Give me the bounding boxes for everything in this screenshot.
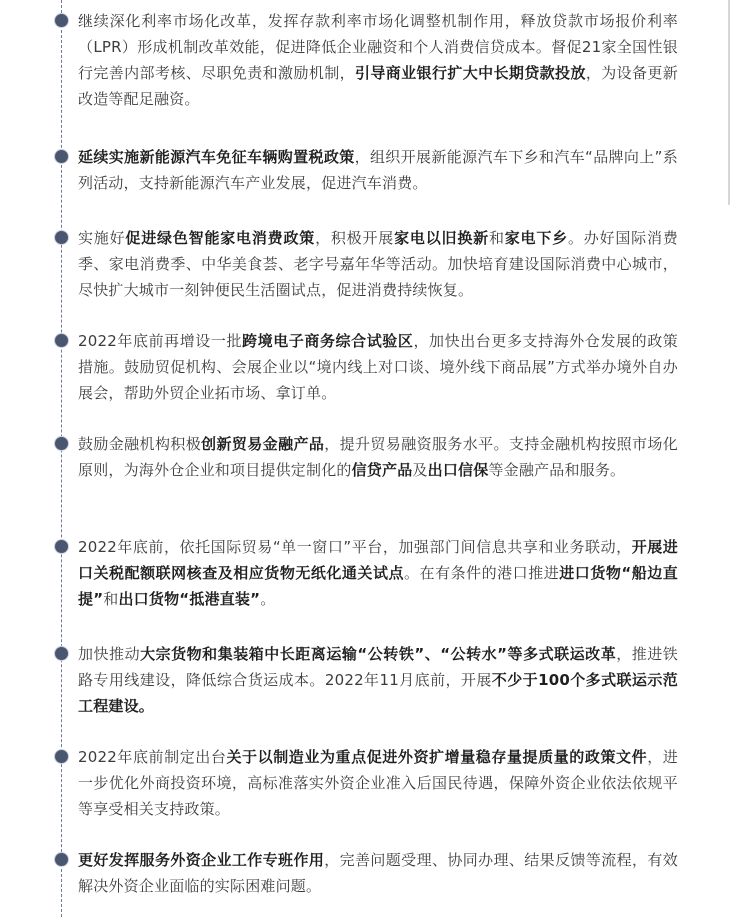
emphasis-text: 出口货物“抵港直装”	[118, 590, 261, 608]
emphasis-text: 创新贸易金融产品	[201, 435, 325, 453]
emphasis-text: 引导商业银行扩大中长期贷款投放	[355, 64, 586, 82]
body-text: 等金融产品和服务。	[488, 461, 626, 479]
item-text	[78, 8, 678, 112]
emphasis-text: 出口信保	[427, 461, 489, 479]
body-text: 2022年底前制定出台	[78, 748, 227, 766]
body-text: 2022年底前再增设一批	[78, 332, 243, 350]
body-text: ，为设备更新改造等配足融资。	[78, 64, 678, 108]
body-text: ，提升贸易融资服务水平。支持金融机构按照市场化原则，为海外仓企业和项目提供定制化的	[78, 435, 679, 479]
bullet-dot-icon	[55, 437, 68, 450]
body-text: 2022年底前，依托国际贸易“单一窗口”平台，加强部门间信息共享和业务联动，	[78, 538, 632, 556]
body-text: 鼓励金融机构积极	[78, 435, 202, 453]
bullet-dot-icon	[55, 647, 68, 660]
emphasis-text: 跨境电子商务综合试验区	[242, 332, 414, 350]
emphasis-text: 家电下乡	[504, 229, 568, 247]
body-text: ，组织开展新能源汽车下乡和汽车“品牌向上”系列活动，支持新能源汽车产业发展，促进汽车消费。	[78, 148, 678, 192]
body-text: 。办好国际消费季、家电消费季、中华美食荟、老字号嘉年华等活动。加快培育建设国际消费中心城市，尽快扩大城市一刻钟便民生活圈试点，促进消费持续恢复。	[78, 229, 678, 299]
body-text: ，完善问题受理、协同办理、结果反馈等流程，有效解决外资企业面临的实际困难问题。	[78, 851, 678, 895]
item-text	[78, 144, 678, 196]
bullet-dot-icon	[55, 14, 68, 27]
emphasis-text: 延续实施新能源汽车免征车辆购置税政策	[78, 148, 355, 166]
body-text: ，推进铁路专用线建设，降低综合货运成本。2022年11月底前，开展	[78, 645, 678, 689]
item-text	[78, 641, 678, 719]
emphasis-text: 更好发挥服务外资企业工作专班作用	[78, 851, 325, 869]
item-text	[78, 534, 678, 612]
body-text: 继续深化利率市场化改革，发挥存款利率市场化调整机制作用，释放贷款市场报价利率（LPR）形成机制改革效能，促进降低企业融资和个人消费信贷成本。督促21家全国性银行完善内部考核、尽职免责和激励机制，	[78, 12, 678, 82]
item-text	[78, 328, 678, 406]
emphasis-text: 开展进口关税配额联网核查及相应货物无纸化通关试点	[78, 538, 678, 582]
item-text	[78, 225, 678, 303]
item-text	[78, 431, 678, 483]
emphasis-text: 大宗货物和集装箱中长距离运输“公转铁”、“公转水”等多式联运改革	[140, 645, 617, 663]
emphasis-text: 关于以制造业为重点促进外资扩增量稳存量提质量的政策文件	[226, 748, 648, 766]
body-text: 。	[260, 590, 276, 608]
bullet-dot-icon	[55, 540, 68, 553]
body-text: ，进一步优化外商投资环境，高标准落实外资企业准入后国民待遇，保障外资企业依法依规平等享受相关支持政策。	[78, 748, 679, 818]
timeline-line	[61, 0, 62, 917]
body-text: 实施好	[78, 229, 126, 247]
emphasis-text: 不少于100个多式联运示范工程建设。	[78, 671, 678, 715]
bullet-dot-icon	[55, 150, 68, 163]
bullet-dot-icon	[55, 853, 68, 866]
emphasis-text: 家电以旧换新	[394, 229, 489, 247]
body-text: ，加快出台更多支持海外仓发展的政策措施。鼓励贸促机构、会展企业以“境内线上对口谈、境外线下商品展”方式举办境外自办展会，帮助外贸企业拓市场、拿订单。	[78, 332, 678, 402]
emphasis-text: 信贷产品	[351, 461, 413, 479]
body-text: 加快推动	[78, 645, 141, 663]
body-text: 及	[412, 461, 428, 479]
bullet-dot-icon	[55, 334, 68, 347]
body-text: 和	[103, 590, 119, 608]
emphasis-text: 进口货物“船边直提”	[78, 564, 678, 608]
bullet-dot-icon	[55, 231, 68, 244]
body-text: ，积极开展	[315, 229, 395, 247]
bullet-dot-icon	[55, 750, 68, 763]
body-text: 和	[488, 229, 505, 247]
body-text: 。在有条件的港口推进	[404, 564, 560, 582]
emphasis-text: 促进绿色智能家电消费政策	[125, 229, 316, 247]
item-text	[78, 744, 678, 822]
item-text	[78, 847, 678, 899]
